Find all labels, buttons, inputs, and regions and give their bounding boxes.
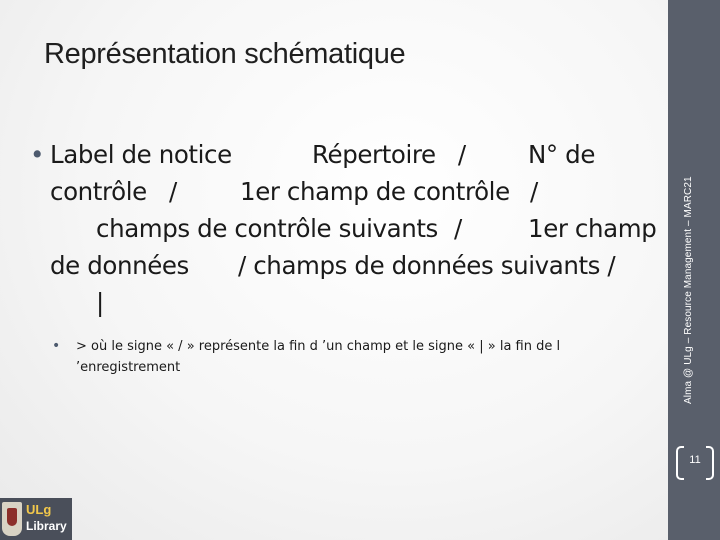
- text-segment: de données: [50, 251, 189, 280]
- text-line: [30, 136, 660, 173]
- text-segment: |: [96, 288, 104, 317]
- text-segment: 1er champ: [528, 214, 657, 243]
- text-segment: /: [530, 177, 538, 206]
- text-segment: 1er champ de contrôle: [240, 177, 510, 206]
- text-line: [30, 247, 660, 284]
- note-text: > où le signe « / » représente la fin d ’un champ et le signe « | » la fin de l ’enregistrement: [76, 339, 561, 375]
- note-bullet: [52, 336, 616, 378]
- text-line: [30, 210, 660, 247]
- text-segment: champs de contrôle suivants: [96, 214, 438, 243]
- text-segment: Label de notice: [50, 140, 232, 169]
- text-segment: N° de: [528, 140, 595, 169]
- text-segment: / champs de données suivants /: [238, 251, 616, 280]
- slide-title: Représentation schématique: [44, 38, 406, 70]
- logo-line2: Library: [26, 519, 67, 533]
- crest-icon: [2, 502, 22, 536]
- logo-line1: ULg: [26, 502, 52, 517]
- main-bullet-text: [30, 136, 660, 321]
- sidebar-vertical-text: Alma @ ULg – Resource Management – MARC21: [683, 176, 694, 404]
- page-number: [676, 446, 714, 480]
- bullet-icon: •: [52, 338, 61, 354]
- page-number-text: 11: [689, 454, 701, 466]
- ulg-library-logo: [0, 498, 72, 540]
- text-segment: /: [454, 214, 462, 243]
- text-segment: contrôle /: [50, 177, 177, 206]
- text-segment: Répertoire /: [312, 140, 466, 169]
- text-line: [30, 173, 660, 210]
- text-line: [30, 284, 660, 321]
- bullet-icon: •: [30, 140, 45, 169]
